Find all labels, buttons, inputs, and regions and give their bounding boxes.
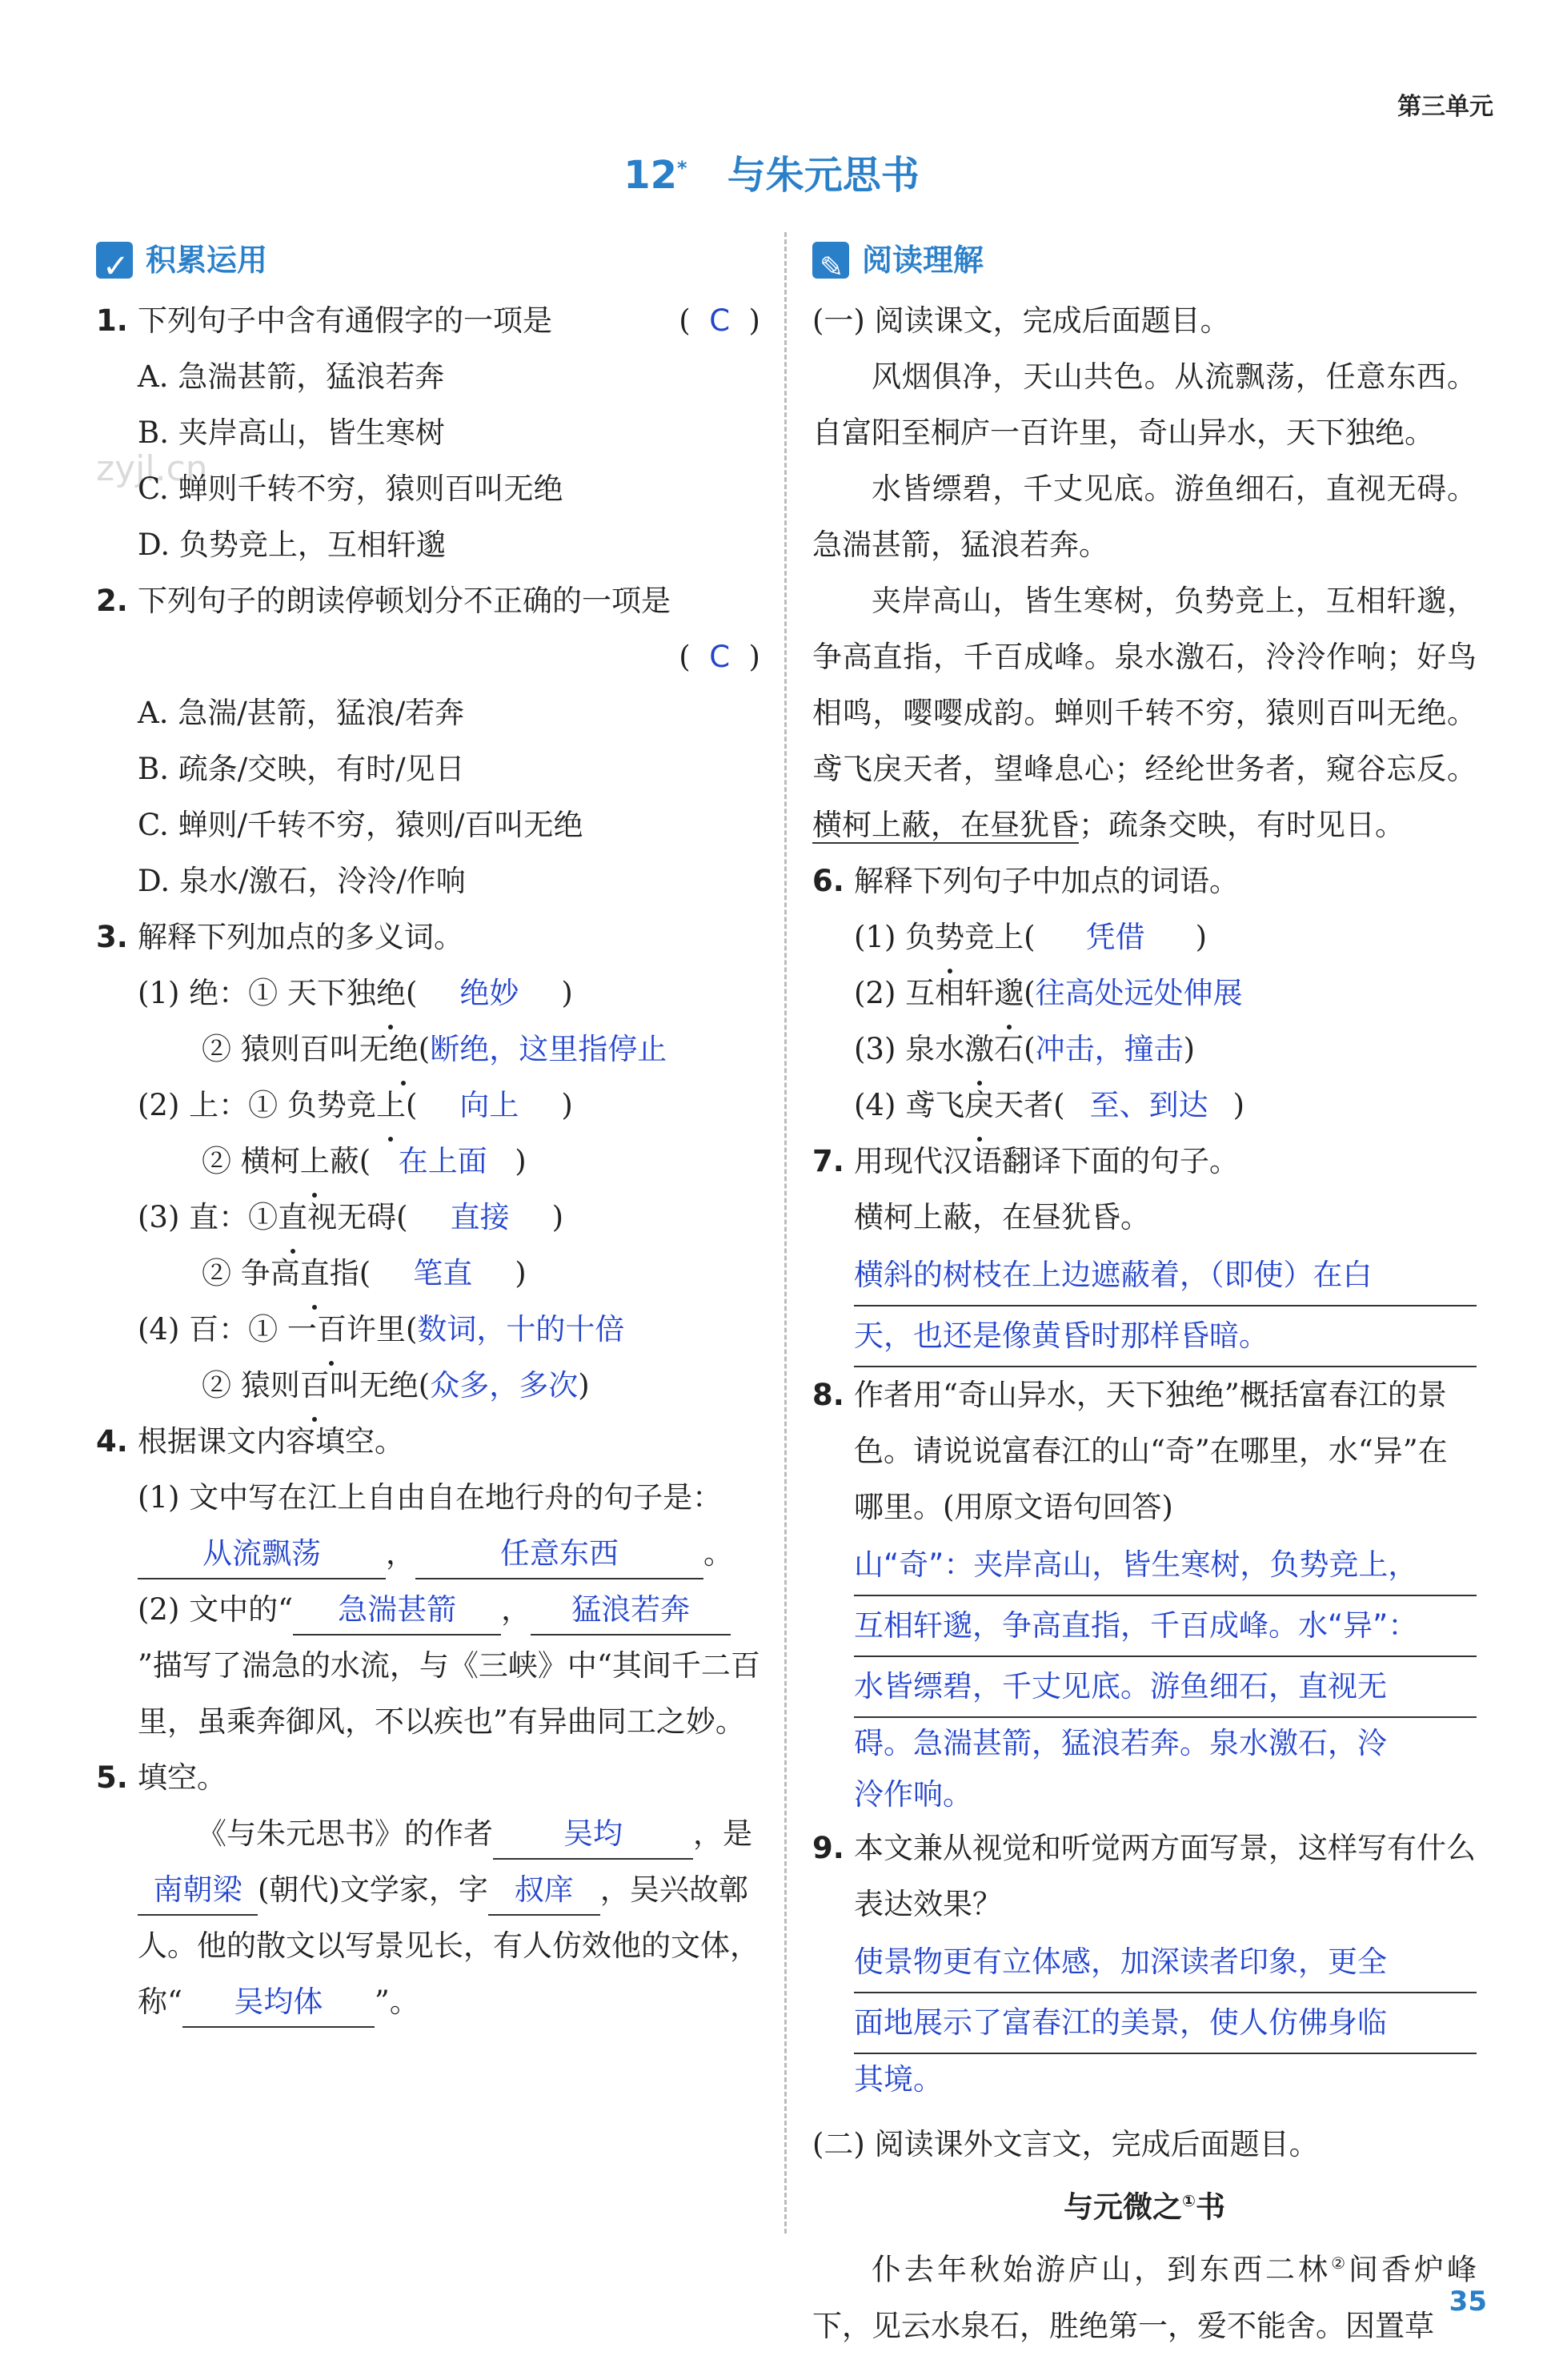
q8-answer: 山“奇”：夹岸高山，皆生寒树，负势竞上， 互相轩邈，争高直指，千百成峰。水“异”： 水皆缥碧，千丈见底。游鱼细石，直视无 碍。急湍甚箭，猛浪若奔。泉水激石，泠 泠作响。 xyxy=(812,1535,1477,1820)
option: C. 蝉则/千转不穷，猿则/百叫无绝 xyxy=(138,808,583,842)
option: A. 急湍甚箭，猛浪若奔 xyxy=(138,359,445,394)
option: C. 蝉则千转不穷，猿则百叫无绝 xyxy=(138,472,563,506)
q7-answer: 横斜的树枝在上边遮蔽着，（即使）在白 天，也还是像黄昏时那样昏暗。 xyxy=(812,1246,1477,1367)
question-4: 4. 根据课文内容填空。 xyxy=(96,1424,404,1459)
fill-blank[interactable]: 叔庠 xyxy=(488,1866,600,1916)
section-header-reading: ✎ 阅读理解 xyxy=(812,232,1477,288)
pencil-icon xyxy=(812,242,849,279)
q3-item: ② 猿则百叫无 绝 ( 断绝，这里指停止 xyxy=(96,1021,760,1078)
q5-body: 《与朱元思书》的作者 吴均 ，是南朝梁 (朝代)文学家，字 叔庠 ，吴兴故鄣人。他的散文以写景见长，有人仿效他的文体，称“ 吴均体 ”。 xyxy=(96,1806,760,2030)
question-8: 8. 作者用“奇山异水，天下独绝”概括富春江的景色。请说说富春江的山“奇”在哪里，水“异”在哪里。(用原文语句回答) xyxy=(812,1378,1448,1524)
option: B. 夹岸高山，皆生寒树 xyxy=(138,415,445,450)
question-3: 3. 解释下列加点的多义词。 xyxy=(96,920,463,954)
passage-paragraph: 水皆缥碧，千丈见底。游鱼细石，直视无碍。急湍甚箭，猛浪若奔。 xyxy=(812,472,1477,562)
q3-item: ② 横柯 上 蔽 ( 在上面 ) xyxy=(96,1134,760,1190)
passage-paragraph: 夹岸高山，皆生寒树，负势竞上，互相轩邈，争高直指，千百成峰。泉水激石，泠泠作响；好鸟相鸣，嘤嘤成韵。蝉则千转不穷，猿则百叫无绝。鸢飞戾天者，望峰息心；经纶世务者，窥谷忘反。横柯上蔽，在昼犹昏；疏条交映，有时见日。 xyxy=(812,584,1477,842)
q3-item: ② 猿则 百 叫无绝 ( 众多，多次 ) xyxy=(96,1358,760,1414)
q7-sentence: 横柯上蔽，在昼犹昏。 xyxy=(854,1200,1150,1234)
q4-part2: (2) 文中的“ 急湍甚箭 ， 猛浪若奔”描写了湍急的水流，与《三峡》中“其间千二百里，虽乘奔御风，不以疾也”有异曲同工之妙。 xyxy=(96,1582,760,1750)
answer-2: C xyxy=(709,640,731,674)
section-header-accumulate: ✓ 积累运用 xyxy=(96,232,760,288)
question-2: 2. 下列句子的朗读停顿划分不正确的一项是 xyxy=(96,584,671,618)
q9-answer: 使景物更有立体感，加深读者印象，更全 面地展示了富春江的美景，使人仿佛身临 其境。 xyxy=(812,1932,1477,2105)
watermark: zyjl.cn xyxy=(96,448,208,489)
fill-blank[interactable]: 急湍甚箭 xyxy=(293,1586,501,1635)
fill-blank[interactable]: 任意东西 xyxy=(415,1530,703,1579)
page-title: 12* 与朱元思书 xyxy=(623,153,920,198)
passage-paragraph: 仆去年秋始游庐山，到东西二林②间香炉峰下，见云水泉石，胜绝第一，爱不能舍。因置草 xyxy=(812,2252,1477,2343)
unit-label: 第三单元 xyxy=(1397,93,1493,121)
fill-blank[interactable]: 吴均体 xyxy=(182,1978,375,2028)
q6-item: (4) 鸢飞 戾 天者( 至、到达 ) xyxy=(812,1078,1477,1134)
page-number: 35 xyxy=(1449,2286,1487,2318)
question-5: 5. 填空。 xyxy=(96,1760,226,1795)
left-column: ✓ 积累运用 1. 下列句子中含有通假字的一项是 ( C ) A. 急湍甚箭，猛浪若奔 B. 夹岸高山，皆生寒树 C. 蝉则千转不穷，猿则百叫无绝 D. 负势竞上，互相轩邈 2. 下列句子的朗读停顿划分不正确的一项是 ( C ) A. 急湍/甚箭，猛浪/若奔 B. 疏条/交映，有时/见日 C. 蝉则/千转不穷，猿则/百叫无绝 D. 泉水/激石，泠泠/作响 3. 解释下列加点的多义词。 (1) 绝：① 天下独 绝 ( 绝妙 ) ② 猿则百叫无 绝 ( 断绝，这里指停止 (2) 上：① 负势竞 上 ( 向上 ) ② 横柯 上 蔽 ( 在上面 ) (3) 直：① 直 视无碍 ( 直接 ) ② 争高 直 指 ( 笔直 ) (4) 百：① 一 百 许里 ( 数词，十的十倍 ② 猿则 百 叫无绝 ( 众多，多次 ) 4. 根据课文内容填空。 (1) 文中写在江上自由自在地行舟的句子是：从流飘荡 ， 任意东西 。 (2) 文中的“ 急湍甚箭 ， 猛浪若奔”描写了湍急的水流，与《三峡》中“其间千二百里，虽乘奔御风，不以疾也”有异曲同工之妙。 5. 填空。 《与朱元思书》的作者 吴均 ，是南朝梁 (朝代)文学家，字 叔庠 ，吴兴故鄣人。他的散文以写景见长，有人仿效他的文体，称“ 吴均体 ”。 xyxy=(96,232,760,2030)
fill-blank[interactable]: 从流飘荡 xyxy=(138,1530,386,1579)
option: D. 泉水/激石，泠泠/作响 xyxy=(138,864,466,898)
fill-blank[interactable]: 猛浪若奔 xyxy=(531,1586,731,1635)
question-7: 7. 用现代汉语翻译下面的句子。 xyxy=(812,1144,1239,1178)
question-1: 1. 下列句子中含有通假字的一项是 ( C ) xyxy=(96,303,760,338)
q6-item: (2) 互相轩 邈 ( 往高处远处伸展 xyxy=(812,965,1477,1021)
q3-item: (3) 直：① 直 视无碍 ( 直接 ) xyxy=(96,1190,760,1246)
q3-item: (1) 绝：① 天下独 绝 ( 绝妙 ) xyxy=(96,965,760,1021)
q3-item: (2) 上：① 负势竞 上 ( 向上 ) xyxy=(96,1078,760,1134)
question-9: 9. 本文兼从视觉和听觉两方面写景，这样写有什么表达效果？ xyxy=(812,1831,1476,1921)
part-1-instruction: (一) 阅读课文，完成后面题目。 xyxy=(812,303,1230,338)
fill-blank[interactable]: 南朝梁 xyxy=(138,1866,258,1916)
option: A. 急湍/甚箭，猛浪/若奔 xyxy=(138,696,465,730)
underlined-sentence: 横柯上蔽，在昼犹昏 xyxy=(812,808,1079,842)
question-6: 6. 解释下列句子中加点的词语。 xyxy=(812,864,1239,898)
passage-2-title: 与元微之①书 xyxy=(1064,2189,1225,2225)
q6-item: (1) 负 势 竞上( 凭借 ) xyxy=(812,909,1477,965)
q3-item: ② 争高 直 指 ( 笔直 ) xyxy=(96,1246,760,1302)
option: D. 负势竞上，互相轩邈 xyxy=(138,528,446,562)
q6-item: (3) 泉水 激 石( 冲击，撞击 ) xyxy=(812,1021,1477,1078)
part-2-instruction: (二) 阅读课外文言文，完成后面题目。 xyxy=(812,2127,1319,2161)
checkbox-icon xyxy=(96,242,133,279)
column-divider xyxy=(784,232,787,2234)
passage-paragraph: 风烟俱净，天山共色。从流飘荡，任意东西。自富阳至桐庐一百许里，奇山异水，天下独绝。 xyxy=(812,359,1477,450)
q4-part1: (1) 文中写在江上自由自在地行舟的句子是：从流飘荡 ， 任意东西 。 xyxy=(96,1470,760,1582)
q3-item: (4) 百：① 一 百 许里 ( 数词，十的十倍 xyxy=(96,1302,760,1358)
right-column xyxy=(812,232,1477,2354)
answer-1: C xyxy=(709,303,731,338)
fill-blank[interactable]: 吴均 xyxy=(493,1810,693,1860)
option: B. 疏条/交映，有时/见日 xyxy=(138,752,465,786)
